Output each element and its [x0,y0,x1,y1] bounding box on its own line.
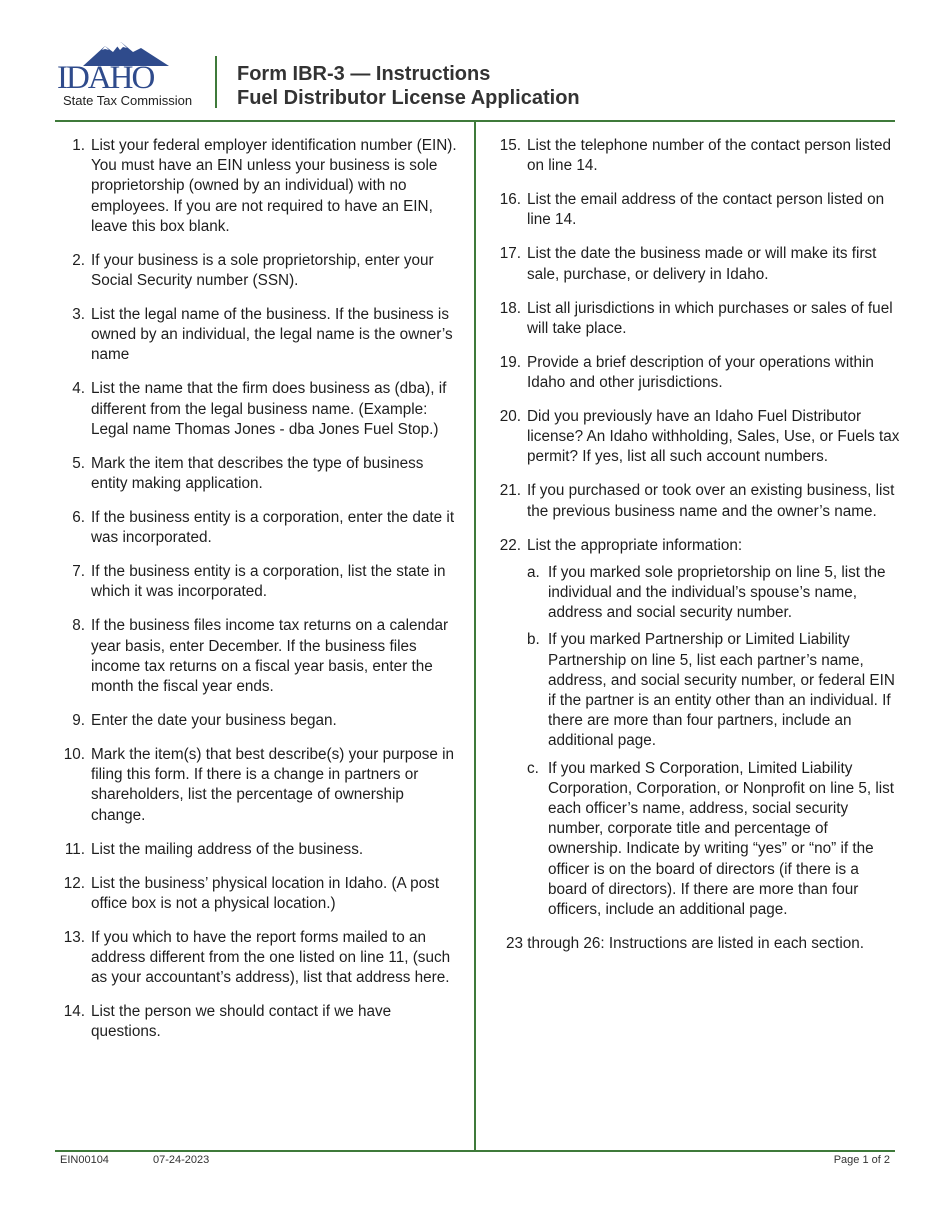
item-number: 20. [499,408,521,426]
item-number: 7. [72,563,85,581]
instruction-item-16 [496,190,901,230]
right-column [496,136,901,954]
instruction-item-12 [60,874,460,914]
instruction-item-19 [496,353,901,393]
instruction-item-5 [60,454,460,494]
form-title [237,62,580,110]
item-text: If the business files income tax returns on a calendar year basis, enter December. If the business files income tax returns on a fiscal year basis, enter the month the fiscal year ends. [91,617,449,696]
instruction-item-14 [60,1002,460,1042]
item-text: Enter the date your business began. [91,712,337,730]
item-number: 18. [499,299,521,317]
item-text: List your federal employer identification number (EIN). You must have an EIN unless your business is sole proprietorship (owned by an individual) with no employees. If you are not required to have an EIN, leave this box blank. [91,137,457,235]
item-text: Mark the item that describes the type of business entity making application. [91,454,424,493]
item-number: 12. [63,874,85,892]
item-text: List the email address of the contact person listed on line 14. [527,191,885,229]
title-line-2: Fuel Distributor License Application [237,87,580,109]
item-text: If you which to have the report forms mailed to an address different from the one listed on line 11, (such as your accountant’s address), list that address here. [91,928,451,987]
item-number: 6. [72,509,85,527]
item-number: 14. [63,1003,85,1021]
logo-subtitle: State Tax Commission [63,93,193,108]
item-text: List the mailing address of the business. [91,840,364,858]
sub-item-b [527,630,901,751]
item-text: List the date the business made or will make its first sale, purchase, or delivery in Idaho. [527,245,877,283]
item-number: 17. [499,245,521,263]
sub-item-letter: c. [527,759,539,777]
item-number: 19. [499,353,521,371]
item-text: List the name that the firm does business as (dba), if different from the legal business name. (Example: Legal name Thomas Jones - dba Jones Fuel Stop.) [91,380,447,438]
sub-item-c [527,759,901,921]
sub-item-text: If you marked sole proprietorship on line 5, list the individual and the individual’s spouse’s name, address and social security number. [548,563,886,622]
footer-rule [55,1150,895,1152]
item-text: If you purchased or took over an existing business, list the previous business name and the owner’s name. [527,482,895,520]
sub-item-text: If you marked Partnership or Limited Liability Partnership on line 5, list each partner’s name, address, and social security number, or federal EIN if the partner is an entity other than an individual. If there are more than four partners, include an additional page. [548,631,895,750]
item-number: 5. [72,454,85,472]
item-number: 10. [63,746,85,764]
item-number: 2. [72,251,85,269]
instruction-item-17 [496,244,901,284]
item-text: List the business’ physical location in Idaho. (A post office box is not a physical location.) [91,874,440,912]
header [55,40,895,120]
form-code: EIN00104 [60,1154,109,1166]
instruction-item-20 [496,407,901,468]
header-divider [215,56,217,108]
instruction-item-18 [496,299,901,339]
instruction-item-2 [60,251,460,291]
instruction-item-22 [496,536,901,921]
item-text: Mark the item(s) that best describe(s) your purpose in filing this form. If there is a change in partners or shareholders, list the percentage of ownership change. [91,746,455,824]
instruction-item-7 [60,562,460,602]
instruction-item-4 [60,379,460,440]
item-number: 16. [499,191,521,209]
item-text: If the business entity is a corporation, list the state in which it was incorporated. [91,563,446,601]
instructions-note: 23 through 26: Instructions are listed in each section. [506,935,864,953]
item-number: 3. [72,306,85,324]
item-text: Did you previously have an Idaho Fuel Distributor license? An Idaho withholding, Sales, Use, or Fuels tax permit? If yes, list all such account numbers. [527,408,900,466]
sub-item-a [527,563,901,624]
item-number: 15. [499,137,521,154]
left-column [60,136,460,1056]
instruction-item-1 [60,136,460,237]
sub-item-letter: b. [527,631,540,649]
form-date: 07-24-2023 [153,1154,210,1166]
title-line-1: Form IBR-3 — Instructions [237,63,491,85]
item-number: 21. [499,482,521,500]
idaho-logo [55,40,205,110]
instruction-item-6 [60,508,460,548]
item-number: 9. [72,712,85,730]
instruction-item-9 [60,711,460,731]
instruction-item-21 [496,481,901,521]
item-text: If the business entity is a corporation, enter the date it was incorporated. [91,509,455,547]
column-divider [474,121,476,1151]
page-number: Page 1 of 2 [833,1154,890,1166]
instruction-item-13 [60,928,460,989]
item-text: List the person we should contact if we have questions. [91,1003,392,1041]
item-text: Provide a brief description of your operations within Idaho and other jurisdictions. [527,353,874,392]
item-text: List all jurisdictions in which purchases or sales of fuel will take place. [527,299,893,337]
logo-wordmark: IDAHO [57,60,154,96]
item-number: 1. [72,137,85,154]
instruction-item-3 [60,305,460,366]
item-text: List the legal name of the business. If the business is owned by an individual, the legal name is the owner’s name [91,306,453,364]
item-text: List the telephone number of the contact person listed on line 14. [527,137,891,175]
item-number: 4. [72,380,85,398]
item-number: 13. [63,928,85,946]
item-number: 22. [499,536,521,554]
instruction-item-15 [496,136,901,176]
right-items [496,136,901,522]
item-number: 8. [72,617,85,635]
item-number: 11. [64,840,85,858]
instruction-item-10 [60,745,460,826]
sub-item-text: If you marked S Corporation, Limited Liability Corporation, Corporation, or Nonprofit on line 5, list each officer’s name, address, social security number, corporate title and percentage of ownership. Indicate by writing “yes” or “no” if the officer is on the board of directors (if there is a board of directors). If there are more than four officers, include an additional page. [548,759,895,919]
sub-item-letter: a. [527,563,540,581]
instruction-item-11 [60,840,460,860]
item-text: If your business is a sole proprietorship, enter your Social Security number (SSN). [91,251,434,290]
item-text: List the appropriate information: [527,536,743,554]
instruction-item-8 [60,616,460,697]
sub-items [527,563,901,920]
